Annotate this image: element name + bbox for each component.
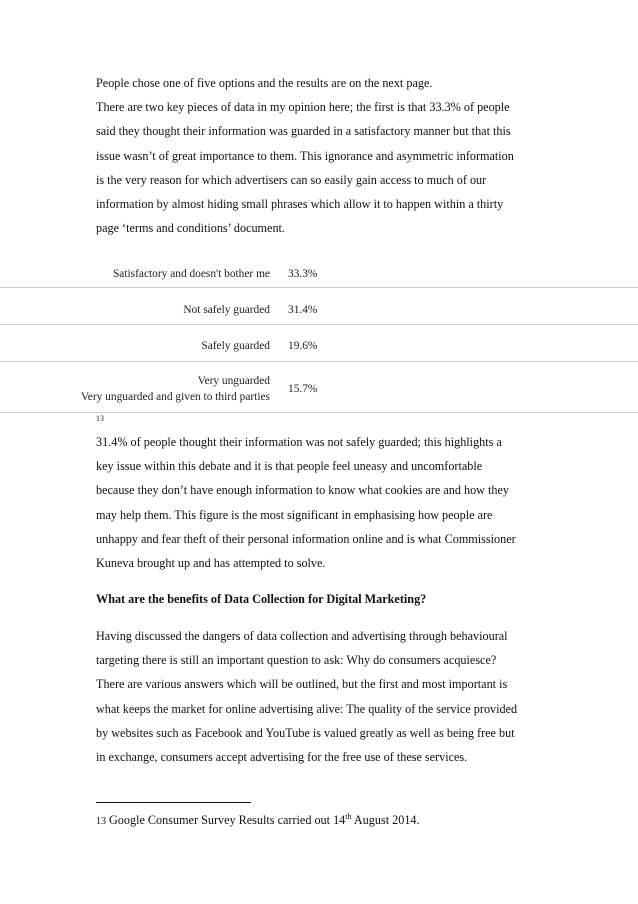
analysis-paragraph [96, 430, 556, 575]
table-row [0, 325, 638, 362]
text-line: There are various answers which will be outlined, but the first and most important is [96, 677, 508, 692]
footnote-marker: 13 [96, 414, 104, 423]
row-label: Satisfactory and doesn't bother me [112, 268, 270, 280]
row-label: Safely guarded [201, 340, 270, 352]
row-value: 19.6% [288, 340, 318, 352]
footnote-number: 13 [96, 816, 106, 827]
footnote-text-end: August 2014. [351, 813, 420, 827]
footnote [96, 812, 420, 828]
text-line: unhappy and fear theft of their personal information online and is what Commissioner [96, 531, 516, 546]
text-line: issue wasn’t of great importance to them. This ignorance and asymmetric information [96, 148, 514, 163]
text-line: 31.4% of people thought their information was not safely guarded; this highlights a [96, 435, 502, 449]
text-line: by websites such as Facebook and YouTube is valued greatly as well as being free but [96, 725, 515, 740]
text-line: Having discussed the dangers of data collection and advertising through behavioural [96, 629, 508, 643]
row-value: 31.4% [288, 304, 318, 316]
row-value: 15.7% [288, 383, 318, 395]
row-label-line: Very unguarded [197, 375, 270, 387]
text-line: targeting there is still an important question to ask: Why do consumers acquiesce? [96, 653, 497, 668]
text-line: information by almost hiding small phrases which allow it to happen within a thirty [96, 197, 504, 212]
text-line: Kuneva brought up and has attempted to solve. [96, 556, 326, 571]
footnote-ordinal-suffix: th [345, 812, 352, 821]
text-line: what keeps the market for online advertising alive: The quality of the service provided [96, 701, 518, 716]
table-row [0, 362, 638, 413]
text-line: is the very reason for which advertisers can so easily gain access to much of our [96, 172, 487, 187]
text-line: There are two key pieces of data in my opinion here; the first is that 33.3% of people [96, 100, 510, 115]
text-line: said they thought their information was guarded in a satisfactory manner but that this [96, 124, 511, 139]
intro-paragraph [96, 71, 556, 240]
section-heading: What are the benefits of Data Collection for Digital Marketing? [96, 592, 427, 606]
row-value: 33.3% [288, 268, 318, 280]
text-line: key issue within this debate and it is that people feel uneasy and uncomfortable [96, 459, 483, 474]
table-row [0, 253, 638, 288]
row-label [81, 373, 270, 405]
survey-results-table [0, 253, 638, 413]
row-label-line: Very unguarded and given to third parties [80, 391, 270, 403]
table-row [0, 288, 638, 325]
row-label: Not safely guarded [183, 304, 270, 316]
benefits-paragraph [96, 624, 556, 769]
text-line: People chose one of five options and the results are on the next page. [96, 76, 433, 90]
text-line: because they don’t have enough information to know what cookies are and how they [96, 483, 510, 498]
text-line: page ‘terms and conditions’ document. [96, 221, 285, 236]
footnote-text: Google Consumer Survey Results carried out 14 [109, 813, 346, 827]
text-line: in exchange, consumers accept advertising for the free use of these services. [96, 750, 468, 765]
footnote-separator [96, 802, 251, 803]
text-line: may help them. This figure is the most significant in emphasising how people are [96, 507, 493, 522]
